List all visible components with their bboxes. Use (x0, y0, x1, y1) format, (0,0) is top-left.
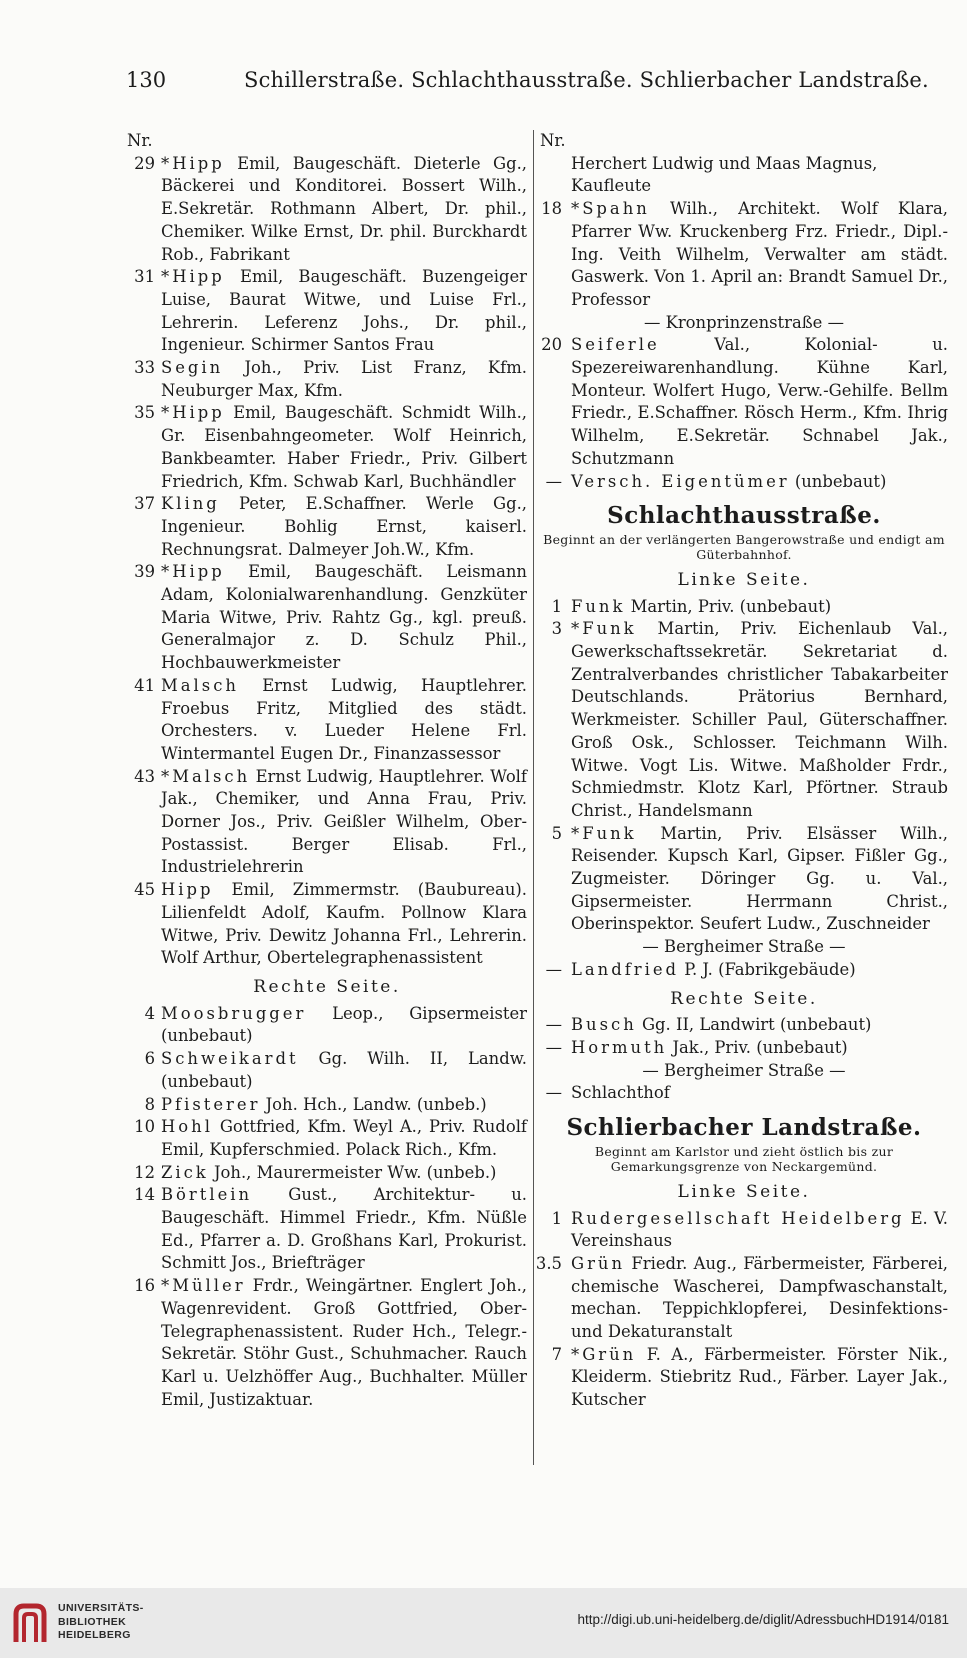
street-desc-schlachthaus: Beginnt an der verlängerten Bangerowstraße und endigt am Güterbahnhof. (543, 531, 945, 563)
house-number: 7 (551, 1344, 562, 1364)
entry-text: Gust., Architektur- u. Baugeschäft. Himmel Friedr., Kfm. Nüßle Ed., Pfarrer a. D. Großhans Karl, Prokurist. Schmitt Jos., Briefträger (161, 1185, 527, 1273)
entries-schlierbacher-left (535, 1208, 948, 1412)
resident-name: Malsch (161, 675, 239, 695)
right-column (535, 130, 948, 1412)
entry-text: F. A., Färbermeister. Förster Nik., Kleiderm. Stiebritz Rud., Färber. Layer Jak., Kutscher (571, 1344, 948, 1410)
directory-entry (127, 153, 527, 267)
entry-text: Gottfried, Kfm. Weyl A., Priv. Rudolf Emil, Kupferschmied. Polack Rich., Kfm. (161, 1117, 527, 1159)
directory-entry (127, 766, 527, 880)
directory-entry (540, 1344, 948, 1412)
resident-name: Hohl (161, 1117, 213, 1137)
resident-name: *Funk (571, 619, 637, 639)
entry-text: Martin, Priv. (unbebaut) (625, 596, 832, 616)
directory-entry (127, 357, 527, 402)
entry-text: Emil, Baugeschäft. Leismann Adam, Kolonialwarenhandlung. Genzküter Maria Witwe, Priv. Rahtz Gg., kgl. preuß. Generalmajor z. D. Schulz Phil., Hochbauwerkmeister (161, 562, 527, 673)
cross-street-bergheimer-2: — Bergheimer Straße — (642, 1060, 846, 1080)
house-number: 16 (134, 1276, 155, 1296)
directory-entry (127, 266, 527, 357)
house-number: 12 (134, 1162, 155, 1182)
house-number: 3 (551, 619, 562, 639)
directory-entry (540, 334, 948, 470)
street-title-schlachthaus: Schlachthausstraße. (607, 502, 881, 530)
cross-street-kronprinzen: — Kronprinzenstraße — (644, 312, 844, 332)
entry-text: Joh., Maurermeister Ww. (unbeb.) (208, 1162, 497, 1182)
house-number: 37 (134, 494, 155, 514)
directory-entry (127, 1184, 527, 1275)
house-number: 18 (541, 199, 562, 219)
house-number: 10 (134, 1117, 155, 1137)
house-number: 29 (134, 153, 155, 173)
house-number: 1 (551, 1208, 562, 1228)
entry-text: Emil, Zimmermstr. (Baubureau). Lilienfeldt Adolf, Kaufm. Pollnow Klara Witwe, Priv. Dewitz Johanna Frl., Lehrerin. Wolf Arthur, Obertelegraphenassistent (161, 880, 527, 968)
entry-text: Leop., Gipsermeister (unbebaut) (161, 1003, 527, 1046)
side-heading-right: Rechte Seite. (253, 977, 401, 997)
house-number: 6 (144, 1049, 155, 1069)
directory-entry (540, 198, 948, 312)
resident-name: *Funk (571, 823, 637, 843)
directory-entry (127, 561, 527, 675)
directory-entry (540, 471, 948, 494)
entries-right-a (540, 198, 948, 312)
directory-entry (127, 1162, 527, 1185)
resident-name: *Spahn (571, 199, 650, 219)
resident-name: *Hipp (161, 403, 225, 423)
resident-name: Landfried (571, 959, 680, 979)
page-title: Schillerstraße. Schlachthausstraße. Schlierbacher Landstraße. (244, 68, 929, 92)
house-number: 39 (134, 562, 155, 582)
entry-text: Ernst Ludwig, Hauptlehrer. Wolf Jak., Chemiker, und Anna Frau, Priv. Dorner Jos., Priv. Geißler Wilhelm, Ober-Postassist. Berger Elisab. Frl., Industrielehrerin (161, 766, 527, 877)
directory-entry (540, 618, 948, 822)
page-number: 130 (126, 68, 167, 92)
library-line: BIBLIOTHEK (58, 1615, 127, 1628)
resident-name: *Hipp (161, 267, 225, 287)
resident-name: Versch. Eigentümer (571, 471, 790, 491)
entry-text: Friedr. Aug., Färbermeister, Färberei, chemische Wascherei, Dampfwaschanstalt, mechan. Teppichklopferei, Desinfektions- und Dekaturanstalt (571, 1253, 948, 1342)
entry-text: Frdr., Weingärtner. Englert Joh., Wagenrevident. Groß Gottfried, Ober-Telegraphenassistent. Ruder Hch., Telegr.-Sekretär. Stöhr Gust., Schuhmacher. Rauch Karl u. Uelzhöffer Aug., Buchhalter. Müller Emil, Justizaktuar. (161, 1276, 527, 1409)
house-number: — (545, 1038, 562, 1057)
library-line: HEIDELBERG (58, 1629, 131, 1641)
resident-name: Seiferle (571, 335, 660, 355)
entry-text: Emil, Baugeschäft. Buzengeiger Luise, Baurat Witwe, und Luise Frl., Lehrerin. Leferenz Johs., Dr. phil., Ingenieur. Schirmer Santos Frau (161, 267, 527, 355)
street-title-schlierbacher: Schlierbacher Landstraße. (566, 1114, 922, 1142)
house-number: — (545, 1083, 562, 1103)
resident-name: Pfisterer (161, 1094, 261, 1114)
house-number: — (545, 471, 562, 491)
house-number: — (545, 1015, 562, 1035)
resident-name: Moosbrugger (161, 1003, 307, 1023)
house-number: 35 (134, 403, 155, 423)
directory-entry (540, 823, 948, 937)
resident-name: *Hipp (161, 562, 225, 582)
nr-label: Nr. (127, 131, 153, 150)
directory-entry (127, 1116, 527, 1161)
resident-name: *Grün (571, 1344, 637, 1364)
entries-schlachthaus-left-after (540, 959, 948, 982)
entry-text: Gg. Wilh. II, Landw. (unbebaut) (161, 1049, 527, 1091)
house-number: — (545, 959, 562, 979)
directory-entry (127, 1048, 527, 1093)
resident-name: Segin (161, 358, 224, 378)
house-number: 4 (144, 1003, 155, 1023)
house-number: 1 (551, 596, 562, 616)
entry-text: Emil, Baugeschäft. Dieterle Gg., Bäckerei und Konditorei. Bossert Wilh., E.Sekretär. Rothmann Albert, Dr. phil., Chemiker. Wilke Ernst, Dr. phil. Burckhardt Rob., Fabrikant (161, 153, 527, 264)
house-number: 3.5 (535, 1253, 562, 1273)
nr-label-right: Nr. (540, 131, 566, 150)
directory-entry (540, 596, 948, 619)
entry-text: E. V. Vereinshaus (571, 1208, 948, 1251)
continuation-entry: Herchert Ludwig und Maas Magnus, Kaufleute (571, 153, 878, 196)
directory-entry (127, 1275, 527, 1411)
source-url[interactable]: http://digi.ub.uni-heidelberg.de/diglit/AdressbuchHD1914/0181 (577, 1612, 949, 1627)
side-heading-left: Linke Seite. (677, 569, 811, 590)
house-number: 20 (541, 335, 562, 355)
entry-text: Martin, Priv. Elsässer Wilh., Reisender. Kupsch Karl, Gipser. Fißler Gg., Zugmeister. Döringer Gg. u. Val., Gipsermeister. Herrmann Christ., Oberinspektor. Seufert Ludw., Zuschneider (571, 823, 948, 934)
resident-name: *Hipp (161, 153, 225, 173)
directory-entry (127, 402, 527, 493)
entry-text: Emil, Baugeschäft. Schmidt Wilh., Gr. Eisenbahngeometer. Wolf Heinrich, Bankbeamter. Haber Friedr., Priv. Gilbert Friedrich, Kfm. Schwab Karl, Buchhändler (161, 403, 527, 491)
entries-schlachthaus-right-after (540, 1082, 948, 1105)
house-number: 8 (144, 1094, 155, 1114)
entries-schlachthaus-right (540, 1014, 948, 1059)
resident-name: Rudergesellschaft Heidelberg (571, 1208, 905, 1228)
house-number: 5 (551, 823, 562, 843)
directory-entry (127, 1003, 527, 1048)
resident-name: Schweikardt (161, 1049, 299, 1069)
entry-text: P. J. (Fabrikgebäude) (679, 959, 856, 979)
resident-name: Hormuth (571, 1038, 668, 1057)
footer-bar (0, 1588, 967, 1658)
entry-text: Joh. Hch., Landw. (unbeb.) (260, 1094, 487, 1114)
directory-entry (127, 1094, 527, 1117)
resident-name: *Müller (161, 1276, 246, 1296)
left-column (127, 130, 527, 1411)
entry-text: Martin, Priv. Eichenlaub Val., Gewerkschaftssekretär. Sekretariat d. Zentralverbandes christlicher Tabakarbeiter Deutschlands. Prätorius Bernhard, Werkmeister. Schiller Paul, Güterschaffner. Groß Osk., Schlosser. Teichmann Wilh. Witwe. Vogt Lis. Witwe. Maßholder Frdr., Schmiedmstr. Klotz Karl, Pförtner. Straub Christ., Handelsmann (571, 619, 948, 820)
entry-text: Gg. II, Landwirt (unbebaut) (636, 1015, 872, 1035)
entry-text: Joh., Priv. List Franz, Kfm. Neuburger Max, Kfm. (161, 358, 527, 400)
resident-name: Busch (571, 1015, 637, 1035)
library-logo-icon (10, 1600, 50, 1646)
resident-name: Funk (571, 596, 626, 616)
entries-left-bottom (127, 1003, 527, 1412)
resident-name: Hipp (161, 880, 214, 900)
directory-entry (540, 1082, 948, 1105)
library-line: UNIVERSITÄTS- (58, 1602, 144, 1614)
entry-text: Jak., Priv. (unbebaut) (667, 1038, 848, 1057)
resident-name: Grün (571, 1253, 626, 1273)
directory-entry (540, 1208, 948, 1253)
house-number: 41 (134, 675, 155, 695)
directory-entry (127, 879, 527, 970)
directory-entry (127, 675, 527, 766)
house-number: 14 (134, 1185, 155, 1205)
house-number: 43 (134, 766, 155, 786)
directory-entry (540, 1014, 948, 1037)
entry-text: Wilh., Architekt. Wolf Klara, Pfarrer Ww. Kruckenberg Frz. Friedr., Dipl.-Ing. Veith Wilhelm, Verwalter am städt. Gaswerk. Von 1. April an: Brandt Samuel Dr., Professor (571, 199, 948, 309)
street-desc-schlierbacher: Beginnt am Karlstor und zieht östlich bis zur Gemarkungsgrenze von Neckargemünd. (594, 1143, 894, 1175)
directory-entry (540, 959, 948, 982)
entry-text: Ernst Ludwig, Hauptlehrer. Froebus Fritz, Mitglied des städt. Orchesters. v. Lueder Helene Frl. Wintermantel Eugen Dr., Finanzassessor (161, 675, 527, 763)
entries-right-b (540, 334, 948, 493)
side-heading-left-3: Linke Seite. (677, 1181, 811, 1202)
resident-name: Zick (161, 1162, 209, 1182)
resident-name: Kling (161, 494, 220, 514)
running-head (126, 68, 929, 98)
resident-name: *Malsch (161, 766, 251, 786)
entry-text: Val., Kolonial- u. Spezereiwarenhandlung. Kühne Karl, Monteur. Wolfert Hugo, Verw.-Gehilfe. Bellm Friedr., E.Schaffner. Rösch Herm., Kfm. Ihrig Wilhelm, E.Sekretär. Schnabel Jak., Schutzmann (571, 335, 948, 468)
entries-schlachthaus-left (540, 596, 948, 937)
entry-text: Peter, E.Schaffner. Werle Gg., Ingenieur. Bohlig Ernst, kaiserl. Rechnungsrat. Dalmeyer Joh.W., Kfm. (161, 494, 527, 559)
house-number: 45 (134, 880, 155, 900)
house-number: 33 (134, 358, 155, 378)
entry-text: Schlachthof (571, 1083, 670, 1103)
resident-name: Börtlein (161, 1185, 253, 1205)
directory-entry (127, 493, 527, 561)
side-heading-right-2: Rechte Seite. (670, 988, 818, 1009)
directory-entry (540, 1037, 948, 1060)
house-number: 31 (134, 267, 155, 287)
entries-left-top (127, 153, 527, 970)
entry-text: (unbebaut) (789, 471, 887, 491)
cross-street-bergheimer: — Bergheimer Straße — (642, 937, 846, 957)
directory-entry (535, 1253, 948, 1344)
library-name (58, 1602, 144, 1643)
